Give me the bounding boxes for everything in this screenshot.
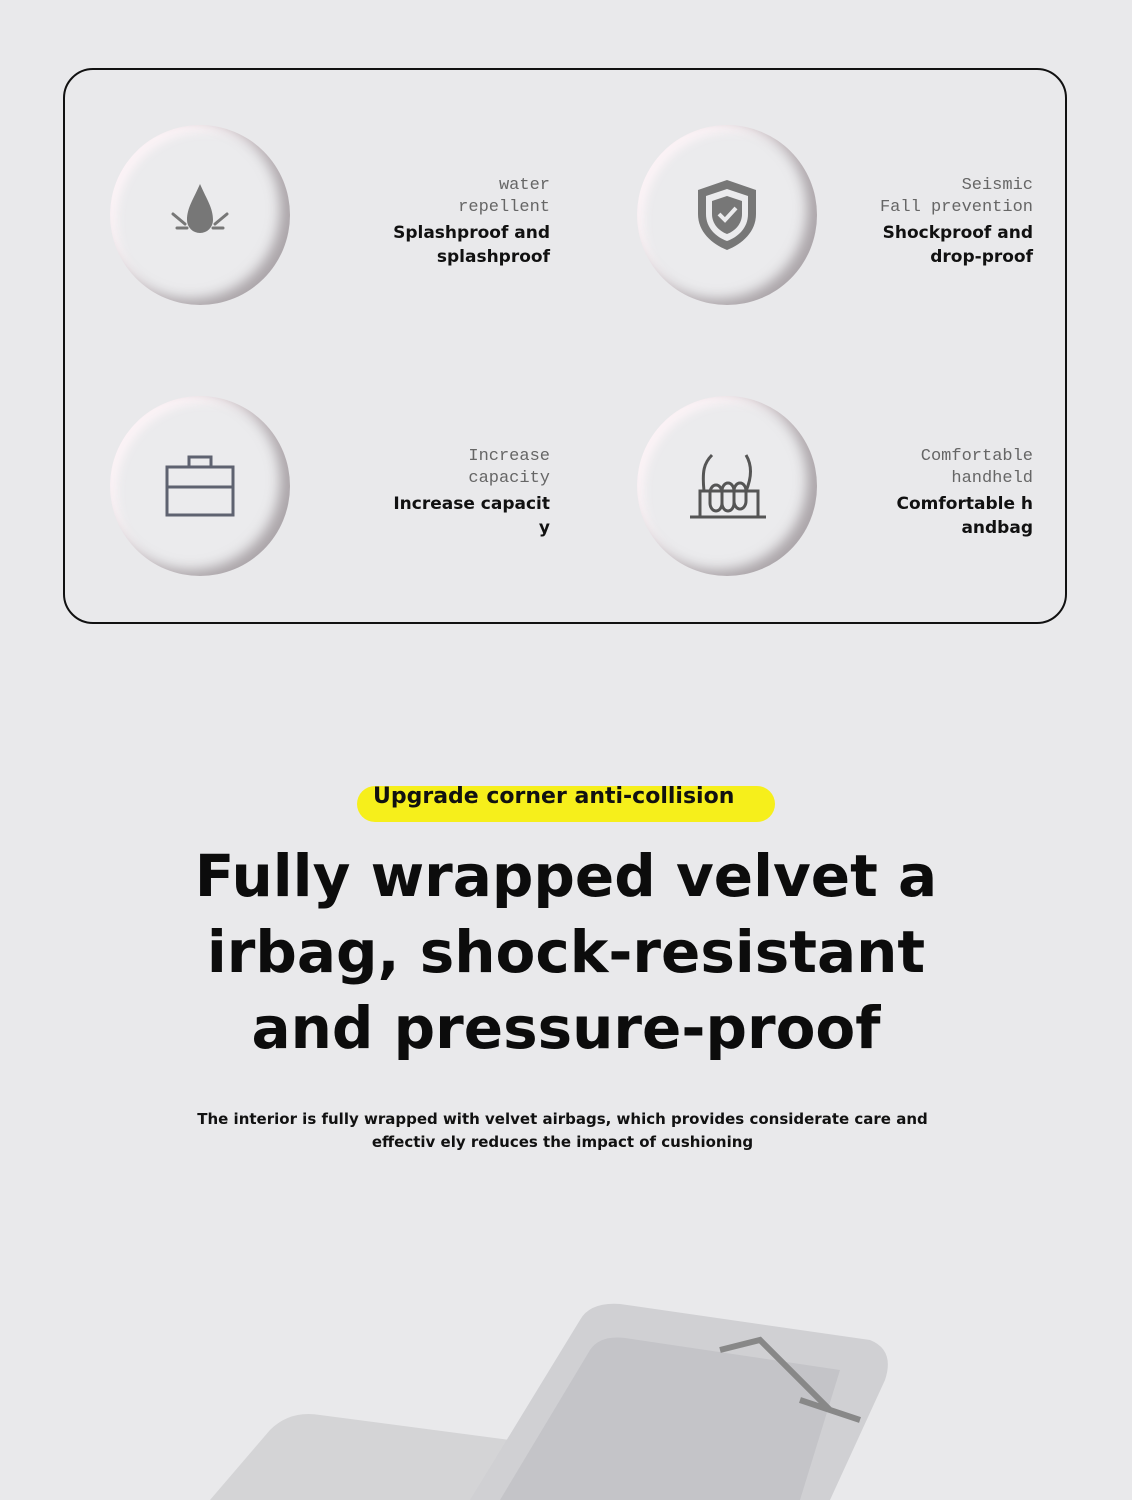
tag-label: Upgrade corner anti-collision	[373, 784, 735, 809]
features-panel	[63, 68, 1067, 624]
water-drop-icon	[110, 125, 290, 305]
feature-capacity	[110, 396, 550, 580]
feature-title: Splashproof and splashproof	[393, 223, 550, 267]
feature-subtitle: Comfortable handheld	[920, 447, 1033, 488]
briefcase-icon	[110, 396, 290, 576]
headline: Fully wrapped velvet a irbag, shock-resistant and pressure-proof	[194, 842, 938, 1062]
hand-grip-icon	[637, 396, 817, 576]
feature-water-repellent	[110, 125, 550, 309]
highlight-tag	[357, 786, 775, 822]
feature-subtitle: Seismic Fall prevention	[879, 176, 1033, 217]
feature-title: Comfortable h andbag	[896, 494, 1033, 538]
feature-title: Increase capacit y	[393, 494, 550, 538]
description: The interior is fully wrapped with velvet airbags, which provides considerate care and effectiv ely reduces the impact of cushioning	[197, 1110, 928, 1151]
feature-handheld	[637, 396, 1033, 580]
shield-check-icon	[637, 125, 817, 305]
feature-title: Shockproof and drop-proof	[882, 223, 1033, 267]
laptop-bag-image	[180, 1290, 920, 1500]
feature-subtitle: Increase capacity	[468, 447, 550, 488]
feature-shockproof	[637, 125, 1033, 309]
feature-subtitle: water repellent	[458, 176, 550, 217]
